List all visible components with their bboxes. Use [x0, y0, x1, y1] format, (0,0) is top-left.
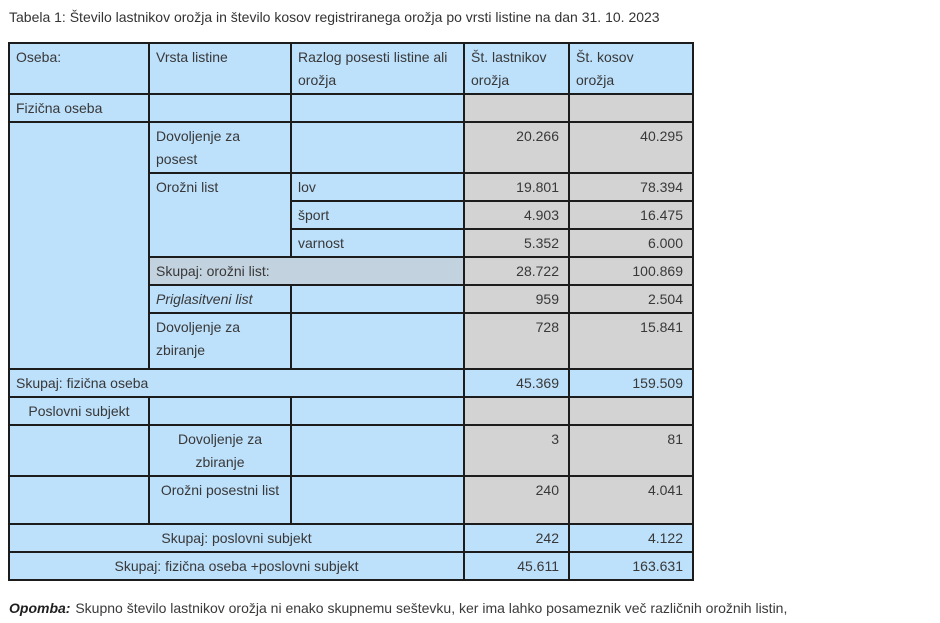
col-header-st-lastnikov: Št. lastnikov orožja [464, 43, 569, 94]
cell-razlog-sport: šport [291, 201, 464, 229]
cell-kosov-zbiranje-poslovni: 81 [569, 425, 693, 476]
cell-empty [464, 94, 569, 122]
cell-empty [291, 94, 464, 122]
cell-skupaj-poslovni-label: Skupaj: poslovni subjekt [9, 524, 464, 552]
col-header-oseba: Oseba: [9, 43, 149, 94]
cell-lastnikov-varnost: 5.352 [464, 229, 569, 257]
cell-skupaj-orozni-label: Skupaj: orožni list: [149, 257, 464, 285]
cell-listina-posestni: Orožni posestni list [149, 476, 291, 524]
cell-lastnikov-skupaj-orozni: 28.722 [464, 257, 569, 285]
cell-lastnikov-skupaj-fizicna: 45.369 [464, 369, 569, 397]
cell-empty [9, 476, 149, 524]
cell-kosov-sport: 16.475 [569, 201, 693, 229]
cell-kosov-zbiranje: 15.841 [569, 313, 693, 369]
row-skupaj-poslovni [9, 524, 693, 552]
row-grand-total [9, 552, 693, 580]
header-row [9, 43, 693, 94]
cell-lastnikov-sport: 4.903 [464, 201, 569, 229]
cell-kosov-grand-total: 163.631 [569, 552, 693, 580]
cell-section-fizicna-label: Fizična oseba [9, 94, 149, 122]
cell-empty [149, 94, 291, 122]
col-header-razlog-posesti: Razlog posesti listine ali orožja [291, 43, 464, 94]
cell-lastnikov-posestni: 240 [464, 476, 569, 524]
cell-kosov-posest: 40.295 [569, 122, 693, 173]
row-dovoljenje-za-posest [9, 122, 693, 173]
cell-empty [291, 313, 464, 369]
row-skupaj-fizicna [9, 369, 693, 397]
cell-grand-total-label: Skupaj: fizična oseba +poslovni subjekt [9, 552, 464, 580]
cell-listina-priglasitveni: Priglasitveni list [149, 285, 291, 313]
cell-empty [569, 94, 693, 122]
cell-kosov-posestni: 4.041 [569, 476, 693, 524]
cell-section-poslovni-label: Poslovni subjekt [9, 397, 149, 425]
cell-razlog-varnost: varnost [291, 229, 464, 257]
cell-kosov-skupaj-fizicna: 159.509 [569, 369, 693, 397]
cell-empty [149, 397, 291, 425]
cell-fizicna-span [9, 122, 149, 369]
cell-empty [291, 397, 464, 425]
cell-empty [291, 425, 464, 476]
cell-razlog-lov: lov [291, 173, 464, 201]
row-dovoljenje-za-zbiranje-poslovni [9, 425, 693, 476]
cell-listina-orozni-list: Orožni list [149, 173, 291, 257]
cell-kosov-skupaj-poslovni: 4.122 [569, 524, 693, 552]
cell-empty [291, 476, 464, 524]
weapons-registry-table [8, 42, 694, 581]
cell-empty [291, 122, 464, 173]
cell-empty [569, 397, 693, 425]
table-caption: Tabela 1: Število lastnikov orožja in število kosov registriranega orožja po vrsti listine na dan 31. 10. 2023 [9, 9, 660, 25]
cell-listina-zbiranje-poslovni: Dovoljenje za zbiranje [149, 425, 291, 476]
cell-kosov-lov: 78.394 [569, 173, 693, 201]
note-label: Opomba: [9, 600, 71, 616]
cell-lastnikov-grand-total: 45.611 [464, 552, 569, 580]
note [9, 600, 932, 616]
cell-lastnikov-skupaj-poslovni: 242 [464, 524, 569, 552]
cell-listina-zbiranje: Dovoljenje za zbiranje [149, 313, 291, 369]
section-row-fizicna [9, 94, 693, 122]
section-row-poslovni [9, 397, 693, 425]
cell-listina-posest: Dovoljenje za posest [149, 122, 291, 173]
cell-kosov-skupaj-orozni: 100.869 [569, 257, 693, 285]
cell-empty [9, 425, 149, 476]
cell-skupaj-fizicna-label: Skupaj: fizična oseba [9, 369, 464, 397]
cell-kosov-priglasitveni: 2.504 [569, 285, 693, 313]
col-header-vrsta-listine: Vrsta listine [149, 43, 291, 94]
cell-empty [291, 285, 464, 313]
note-text: Skupno število lastnikov orožja ni enako skupnemu seštevku, ker ima lahko posameznik več različnih orožnih listin, [75, 600, 788, 616]
cell-lastnikov-zbiranje: 728 [464, 313, 569, 369]
cell-kosov-varnost: 6.000 [569, 229, 693, 257]
cell-lastnikov-zbiranje-poslovni: 3 [464, 425, 569, 476]
row-orozni-posestni-list [9, 476, 693, 524]
col-header-st-kosov-label: Št. kosov orožja [576, 49, 634, 88]
cell-lastnikov-posest: 20.266 [464, 122, 569, 173]
col-header-st-kosov [569, 43, 693, 94]
cell-lastnikov-lov: 19.801 [464, 173, 569, 201]
cell-lastnikov-priglasitveni: 959 [464, 285, 569, 313]
cell-empty [464, 397, 569, 425]
